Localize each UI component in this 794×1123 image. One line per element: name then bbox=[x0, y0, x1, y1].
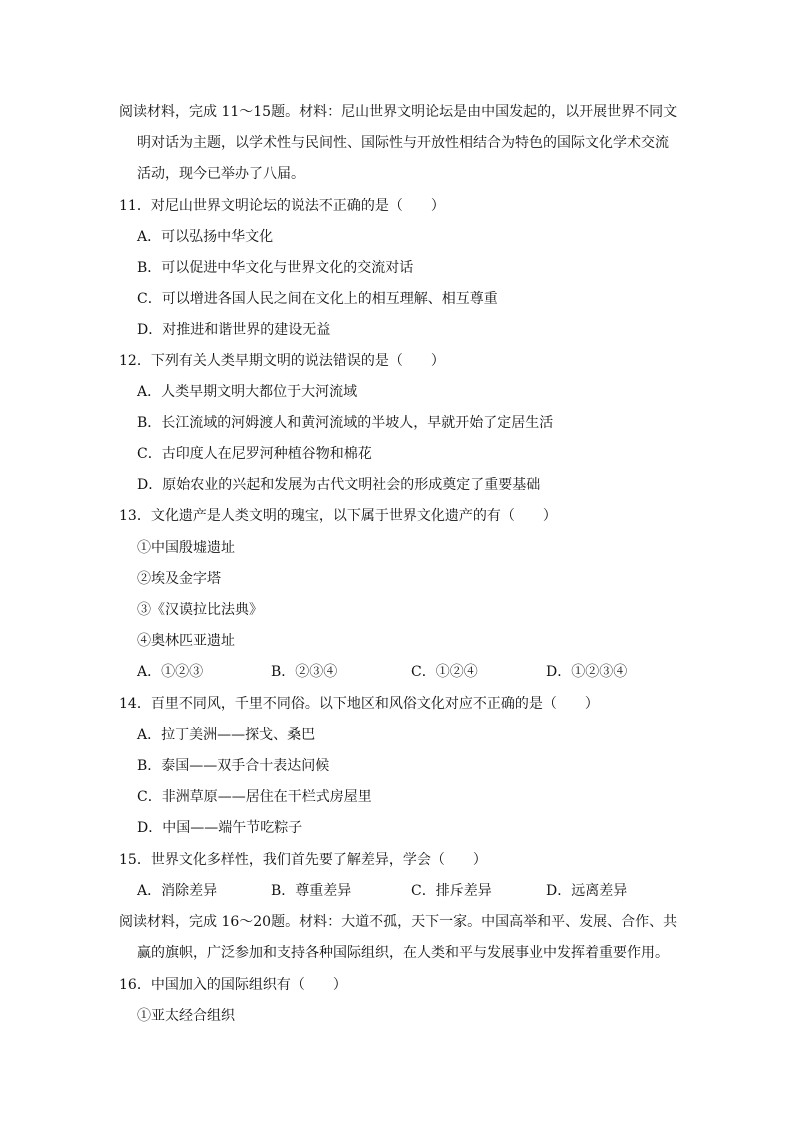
question-12-option-a: A．人类早期文明大都位于大河流域 bbox=[137, 384, 358, 400]
question-14-option-c: C．非洲草原——居住在干栏式房屋里 bbox=[137, 789, 372, 805]
question-11-option-b: B．可以促进中华文化与世界文化的交流对话 bbox=[137, 260, 414, 276]
passage-1-line-1: 阅读材料，完成 11～15题。材料：尼山世界文明论坛是由中国发起的，以开展世界不同文 bbox=[119, 104, 678, 120]
question-13-item-4: ④奥林匹亚遗址 bbox=[137, 633, 235, 649]
question-13-stem: 13．文化遗产是人类文明的瑰宝，以下属于世界文化遗产的有（ ） bbox=[119, 508, 557, 524]
question-11-stem: 11．对尼山世界文明论坛的说法不正确的是（ ） bbox=[119, 198, 445, 214]
question-13-option-a: A．①②③ bbox=[137, 664, 204, 680]
question-14-stem: 14．百里不同风，千里不同俗。以下地区和风俗文化对应不正确的是（ ） bbox=[119, 696, 599, 712]
question-15-option-c: C．排斥差异 bbox=[411, 883, 492, 899]
question-12-stem: 12．下列有关人类早期文明的说法错误的是（ ） bbox=[119, 353, 445, 369]
passage-2-line-2: 赢的旗帜，广泛参加和支持各种国际组织，在人类和平与发展事业中发挥着重要作用。 bbox=[137, 945, 669, 961]
question-12-option-b: B．长江流域的河姆渡人和黄河流域的半坡人，早就开始了定居生活 bbox=[137, 415, 554, 431]
question-14-option-b: B．泰国——双手合十表达问候 bbox=[137, 758, 330, 774]
question-13-option-c: C．①②④ bbox=[411, 664, 478, 680]
question-14-option-a: A．拉丁美洲——探戈、桑巴 bbox=[137, 727, 316, 743]
question-15-option-d: D．远离差异 bbox=[546, 883, 628, 899]
question-13-option-b: B．②③④ bbox=[271, 664, 338, 680]
question-14-option-d: D．中国——端午节吃粽子 bbox=[137, 820, 303, 836]
question-16-item-1: ①亚太经合组织 bbox=[137, 1008, 235, 1024]
question-11-option-d: D．对推进和谐世界的建设无益 bbox=[137, 322, 331, 338]
question-12-option-d: D．原始农业的兴起和发展为古代文明社会的形成奠定了重要基础 bbox=[137, 477, 541, 493]
question-13-item-3: ③《汉谟拉比法典》 bbox=[137, 602, 263, 618]
question-15-option-b: B．尊重差异 bbox=[271, 883, 352, 899]
passage-1-line-3: 活动，现今已举办了八届。 bbox=[137, 166, 305, 182]
question-12-option-c: C．古印度人在尼罗河种植谷物和棉花 bbox=[137, 446, 372, 462]
question-11-option-a: A．可以弘扬中华文化 bbox=[137, 229, 274, 245]
passage-2-line-1: 阅读材料，完成 16～20题。材料：大道不孤，天下一家。中国高举和平、发展、合作、共 bbox=[119, 914, 678, 930]
question-16-stem: 16．中国加入的国际组织有（ ） bbox=[119, 977, 347, 993]
question-13-item-1: ①中国殷墟遗址 bbox=[137, 540, 235, 556]
question-13-option-d: D．①②③④ bbox=[546, 664, 628, 680]
question-13-item-2: ②埃及金字塔 bbox=[137, 571, 221, 587]
question-15-stem: 15．世界文化多样性，我们首先要了解差异，学会（ ） bbox=[119, 852, 487, 868]
passage-1-line-2: 明对话为主题，以学术性与民间性、国际性与开放性相结合为特色的国际文化学术交流 bbox=[137, 135, 669, 151]
question-11-option-c: C．可以增进各国人民之间在文化上的相互理解、相互尊重 bbox=[137, 291, 498, 307]
question-15-option-a: A．消除差异 bbox=[137, 883, 218, 899]
